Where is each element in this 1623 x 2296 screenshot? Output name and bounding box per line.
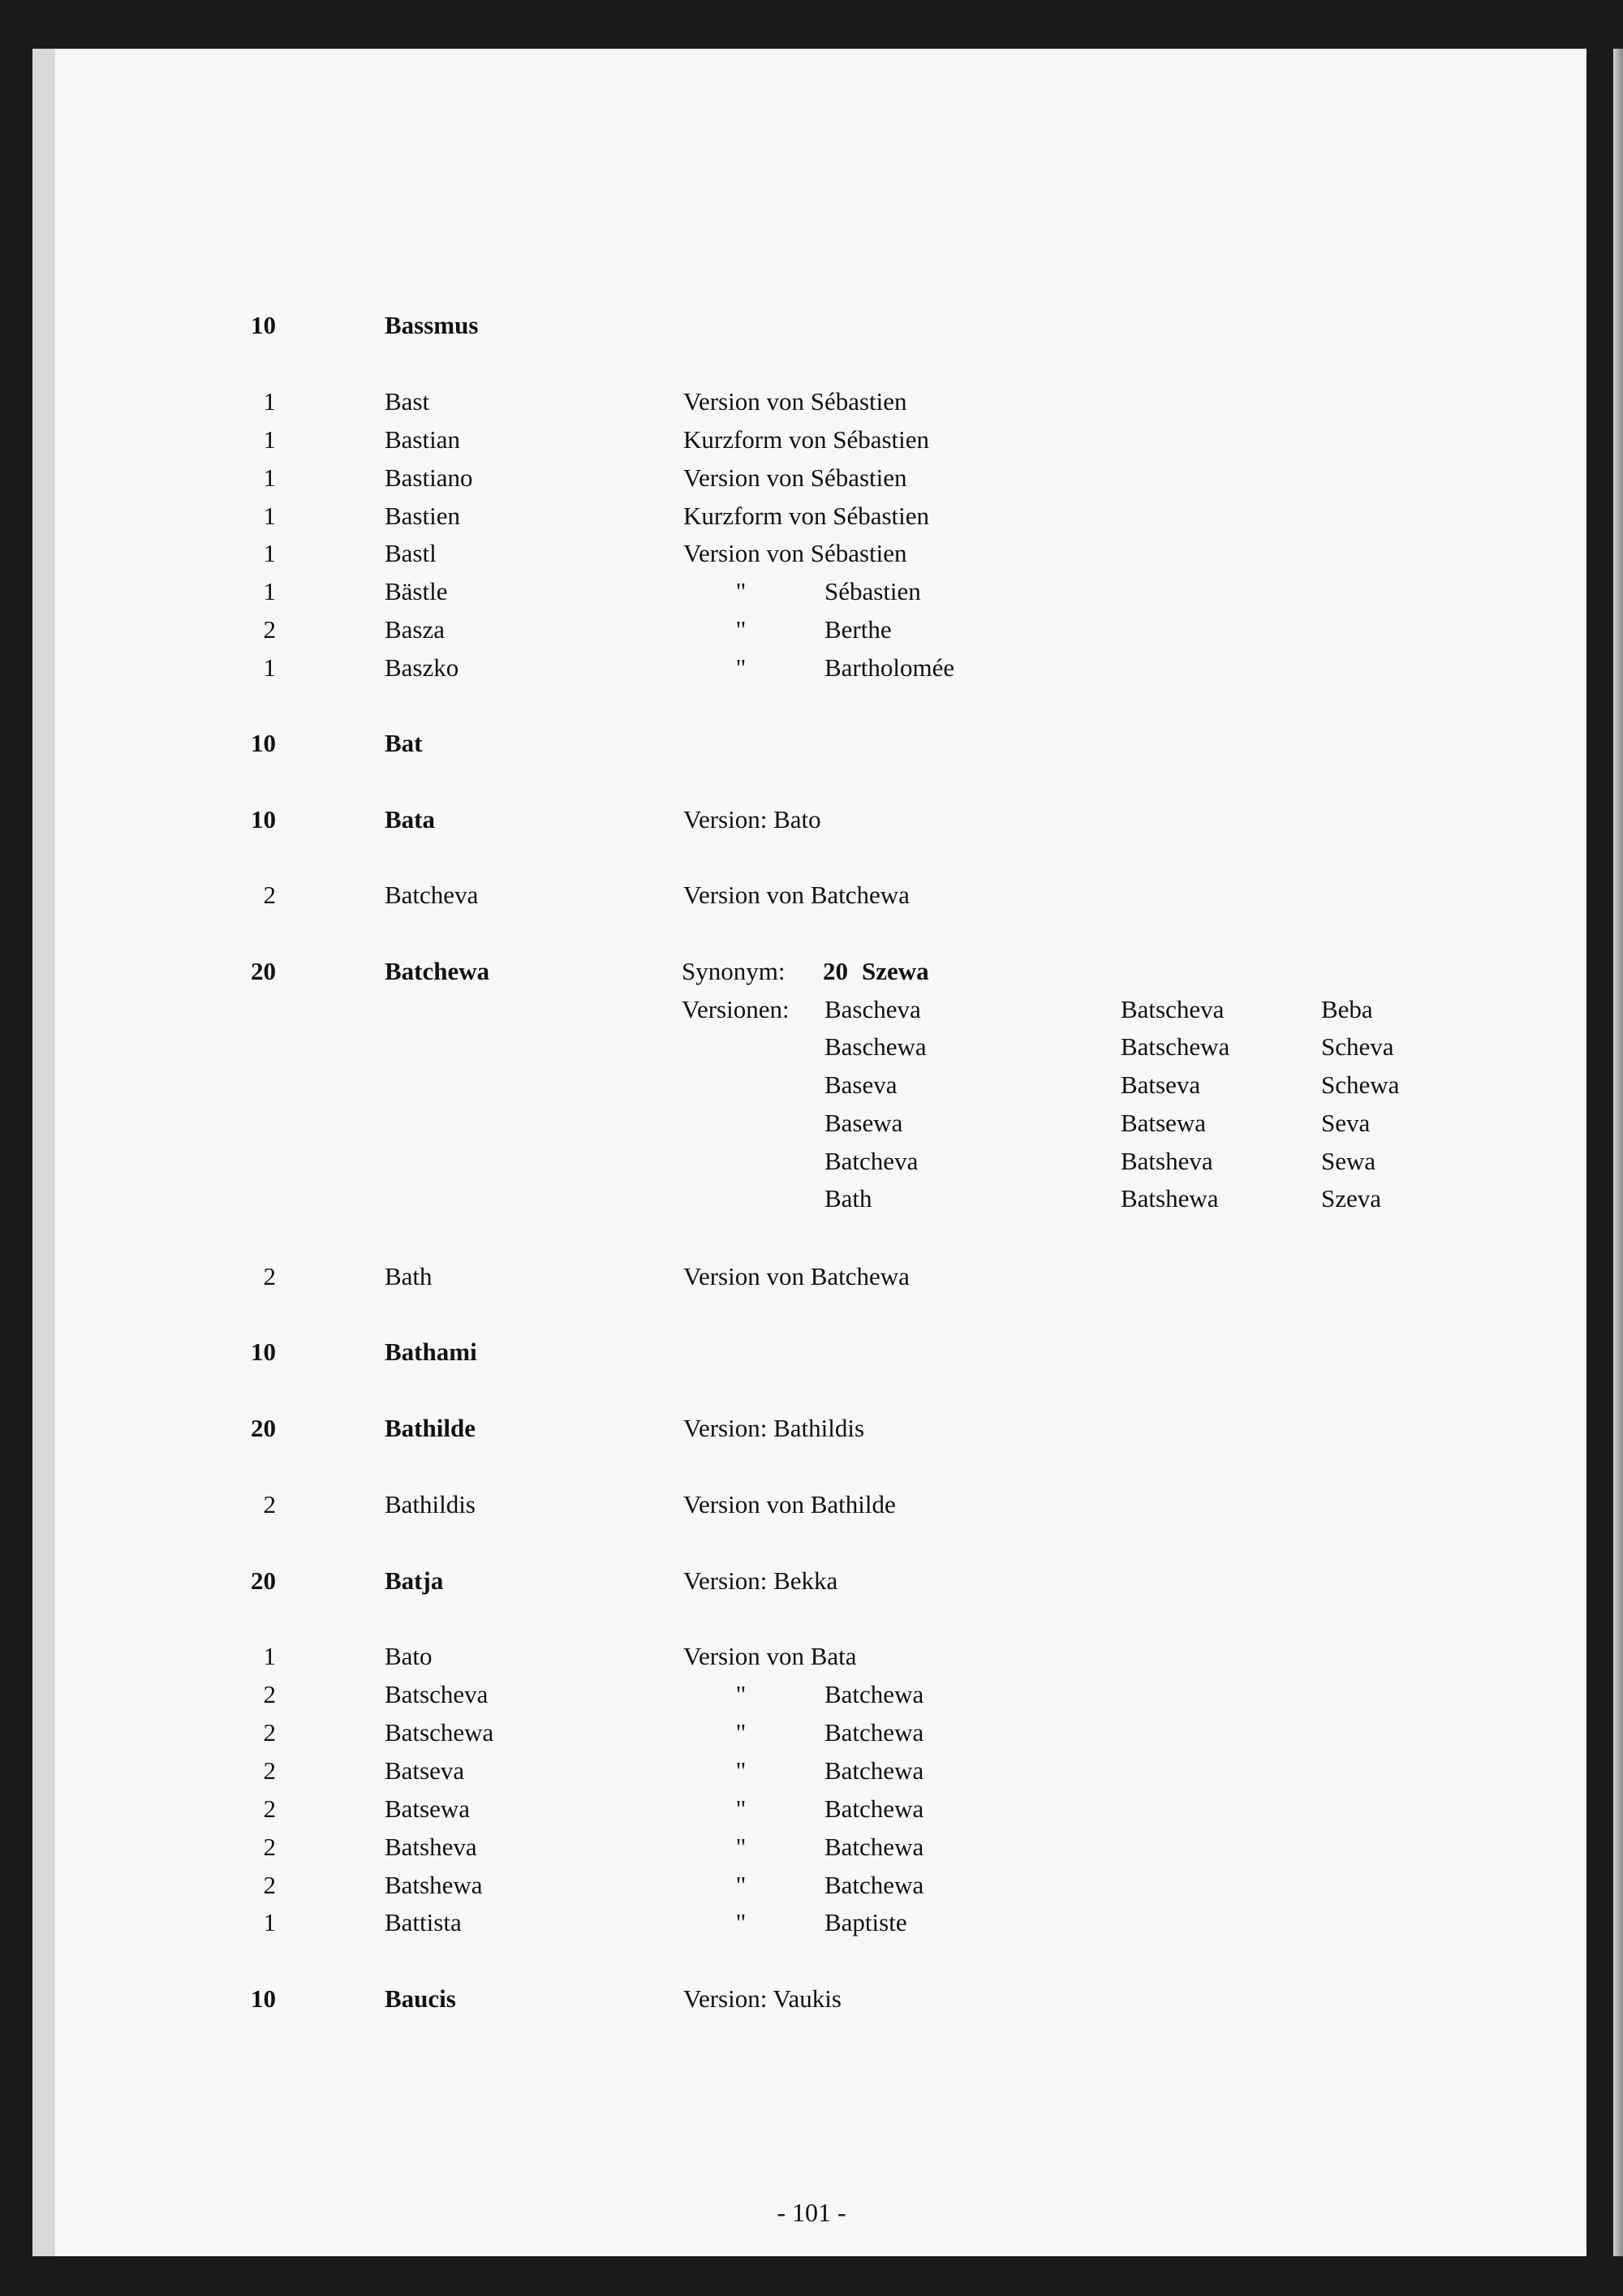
version-name: Batsewa xyxy=(1121,1108,1207,1137)
entry-name: Battista xyxy=(385,1908,462,1936)
version-name: Seva xyxy=(1321,1108,1371,1137)
entry-name: Batscheva xyxy=(385,1680,489,1708)
entry-description: Version von Bathilde xyxy=(683,1490,896,1518)
entry-number: 20 xyxy=(251,957,276,985)
entry-name: Bathami xyxy=(385,1338,477,1366)
version-name: Batseva xyxy=(1121,1070,1201,1100)
entry-description: Version: Bekka xyxy=(683,1566,838,1595)
synonym-name: Szewa xyxy=(862,957,929,985)
list-item xyxy=(0,307,1623,344)
entry-description: Kurzform von Sébastien xyxy=(683,425,930,454)
ditto-mark: " xyxy=(735,1908,747,1936)
entry-number: 2 xyxy=(263,881,276,909)
entry-name: Bastien xyxy=(385,502,460,530)
entry-description: Kurzform von Sébastien xyxy=(683,502,930,530)
version-name: Bath xyxy=(824,1184,872,1213)
entry-description: Version von Sébastien xyxy=(683,387,907,416)
entry-name: Batja xyxy=(385,1566,444,1595)
entry-number: 10 xyxy=(251,311,276,339)
entry-name: Bast xyxy=(385,387,430,416)
entry-number: 1 xyxy=(263,577,276,605)
list-item xyxy=(0,1829,1623,1866)
version-name: Scheva xyxy=(1321,1032,1394,1062)
list-item xyxy=(0,1752,1623,1790)
version-name: Batschewa xyxy=(1121,1032,1230,1062)
list-item xyxy=(0,649,1623,687)
entry-number: 2 xyxy=(263,1262,276,1290)
version-name: Baseva xyxy=(824,1070,898,1100)
entry-name: Bästle xyxy=(385,577,448,605)
list-item xyxy=(0,1333,1623,1371)
entry-number: 1 xyxy=(263,1642,276,1670)
entry-name: Bath xyxy=(385,1262,433,1290)
entry-number: 10 xyxy=(251,805,276,834)
entry-number: 1 xyxy=(263,425,276,454)
list-item xyxy=(0,1904,1623,1941)
ditto-mark: " xyxy=(735,1871,747,1899)
entry-number: 20 xyxy=(251,1414,276,1442)
entry-description: Berthe xyxy=(824,615,892,644)
ditto-mark: " xyxy=(735,1833,747,1861)
entry-name: Batseva xyxy=(385,1756,465,1785)
entry-number: 2 xyxy=(263,615,276,644)
entry-description: Batchewa xyxy=(824,1794,924,1823)
version-name: Schewa xyxy=(1321,1070,1400,1100)
entry-number: 10 xyxy=(251,1984,276,2013)
list-item xyxy=(0,1638,1623,1675)
ditto-mark: " xyxy=(735,1794,747,1823)
list-item xyxy=(0,1790,1623,1828)
list-item xyxy=(0,459,1623,497)
ditto-mark: " xyxy=(735,1756,747,1785)
entry-description: Version von Batchewa xyxy=(683,881,910,909)
list-item xyxy=(0,877,1623,914)
entry-description: Bartholomée xyxy=(824,653,955,682)
entry-number: 2 xyxy=(263,1871,276,1899)
entry-description: Version von Sébastien xyxy=(683,539,907,567)
list-item xyxy=(0,611,1623,648)
list-item xyxy=(0,383,1623,420)
version-name: Bascheva xyxy=(824,994,921,1023)
entry-number: 1 xyxy=(263,1908,276,1936)
list-item xyxy=(0,801,1623,838)
list-item xyxy=(0,1410,1623,1447)
version-name: Szeva xyxy=(1321,1184,1382,1213)
entry-number: 2 xyxy=(263,1490,276,1518)
entry-description: Batchewa xyxy=(824,1680,924,1708)
list-item xyxy=(0,1676,1623,1713)
entry-description: Batchewa xyxy=(824,1756,924,1785)
ditto-mark: " xyxy=(735,653,747,682)
entry-name: Bastl xyxy=(385,539,437,567)
version-name: Beba xyxy=(1321,994,1373,1023)
page-number: - 101 - xyxy=(777,2198,846,2227)
entry-number: 20 xyxy=(251,1566,276,1595)
synonym-number: 20 xyxy=(823,957,848,985)
entry-description: Sébastien xyxy=(824,577,921,605)
ditto-mark: " xyxy=(735,577,747,605)
list-item xyxy=(0,498,1623,535)
entry-description: Version: Vaukis xyxy=(683,1984,842,2013)
version-name: Batcheva xyxy=(824,1146,919,1175)
entry-number: 2 xyxy=(263,1756,276,1785)
synonym-label: Synonym: xyxy=(682,957,786,985)
entry-name: Baucis xyxy=(385,1984,456,2013)
list-item xyxy=(0,953,1623,990)
entry-number: 1 xyxy=(263,653,276,682)
list-item xyxy=(0,1867,1623,1904)
list-item xyxy=(0,1486,1623,1523)
version-name: Sewa xyxy=(1321,1146,1376,1175)
entry-description: Version von Batchewa xyxy=(683,1262,910,1290)
entry-name: Batcheva xyxy=(385,881,479,909)
ditto-mark: " xyxy=(735,615,747,644)
list-item xyxy=(0,535,1623,572)
entry-number: 1 xyxy=(263,539,276,567)
ditto-mark: " xyxy=(735,1680,747,1708)
entry-number: 2 xyxy=(263,1833,276,1861)
entry-number: 1 xyxy=(263,387,276,416)
entry-name: Batshewa xyxy=(385,1871,483,1899)
version-name: Batsheva xyxy=(1121,1146,1213,1175)
entry-number: 2 xyxy=(263,1680,276,1708)
version-name: Baschewa xyxy=(824,1032,927,1062)
entry-description: Version: Bathildis xyxy=(683,1414,865,1442)
entry-number: 1 xyxy=(263,463,276,492)
version-name: Batscheva xyxy=(1121,994,1225,1023)
entry-name: Baszko xyxy=(385,653,459,682)
ditto-mark: " xyxy=(735,1718,747,1747)
entry-name: Batsewa xyxy=(385,1794,471,1823)
versions-label: Versionen: xyxy=(682,994,790,1023)
entry-number: 10 xyxy=(251,729,276,757)
entry-name: Batsheva xyxy=(385,1833,477,1861)
entry-name: Bathilde xyxy=(385,1414,476,1442)
entry-name: Batchewa xyxy=(385,957,490,985)
list-item xyxy=(0,1258,1623,1295)
list-item xyxy=(0,1980,1623,2018)
entry-name: Bat xyxy=(385,729,423,757)
version-name: Basewa xyxy=(824,1108,903,1137)
list-item xyxy=(0,421,1623,459)
entry-name: Bastiano xyxy=(385,463,473,492)
list-item xyxy=(0,1562,1623,1600)
version-name: Batshewa xyxy=(1121,1184,1219,1213)
entry-description: Batchewa xyxy=(824,1871,924,1899)
list-item xyxy=(0,1714,1623,1751)
entry-name: Bastian xyxy=(385,425,460,454)
list-item xyxy=(0,573,1623,610)
entry-description: Batchewa xyxy=(824,1833,924,1861)
entry-number: 2 xyxy=(263,1794,276,1823)
entry-name: Bathildis xyxy=(385,1490,476,1518)
entry-description: Version: Bato xyxy=(683,805,821,834)
entry-name: Bata xyxy=(385,805,435,834)
entry-description: Baptiste xyxy=(824,1908,907,1936)
list-item xyxy=(0,725,1623,762)
entry-number: 1 xyxy=(263,502,276,530)
entry-description: Version von Sébastien xyxy=(683,463,907,492)
entry-description: Batchewa xyxy=(824,1718,924,1747)
entry-name: Basza xyxy=(385,615,446,644)
entry-description: Version von Bata xyxy=(683,1642,857,1670)
entry-number: 2 xyxy=(263,1718,276,1747)
entry-name: Bato xyxy=(385,1642,433,1670)
entry-number: 10 xyxy=(251,1338,276,1366)
entry-name: Batschewa xyxy=(385,1718,494,1747)
entry-name: Bassmus xyxy=(385,311,479,339)
